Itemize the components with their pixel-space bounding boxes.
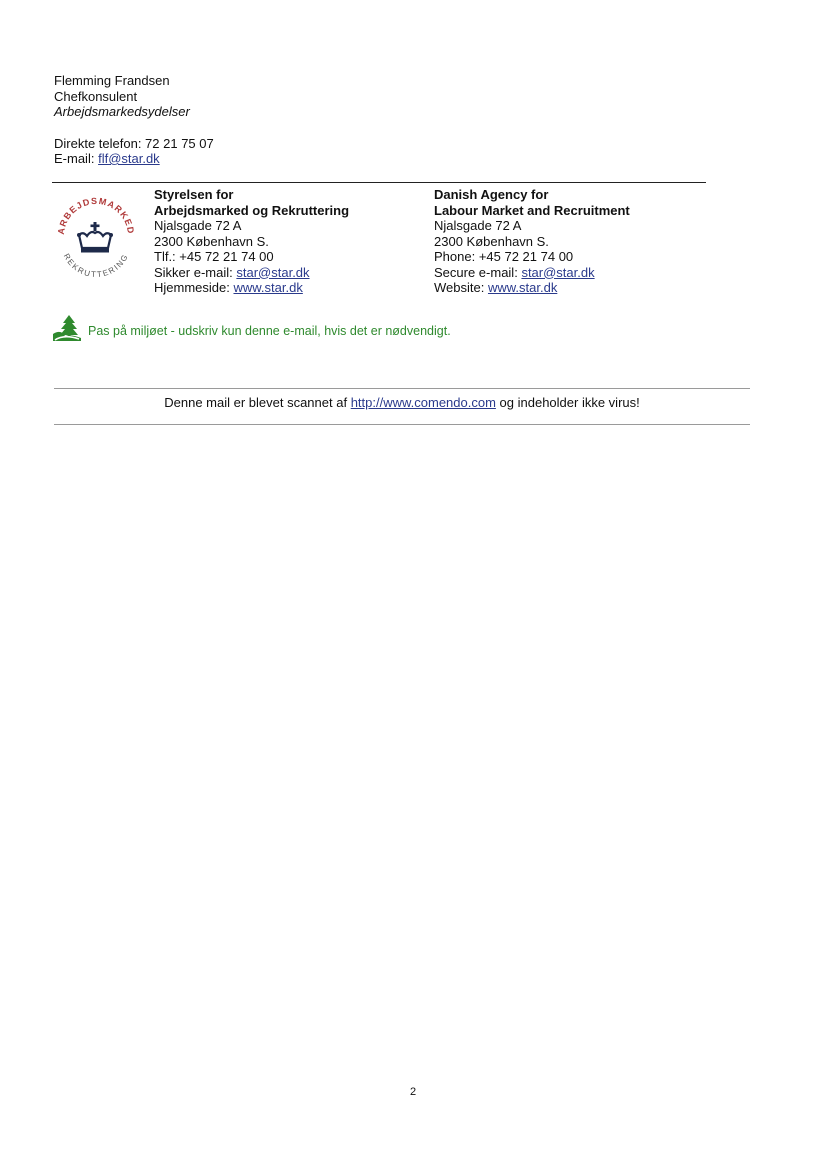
scan-divider-bottom (54, 424, 750, 425)
signature-divider (52, 182, 706, 183)
english-email-row (434, 265, 630, 281)
environment-notice (52, 314, 451, 342)
danish-city: 2300 København S. (154, 233, 269, 249)
sender-name: Flemming Frandsen (54, 73, 170, 88)
sender-email-link[interactable]: flf@star.dk (98, 151, 160, 166)
danish-web-row (154, 280, 349, 296)
sender-email-label: E-mail: (54, 151, 95, 166)
tree-icon (52, 314, 82, 342)
english-email-label: Secure e-mail: (434, 264, 518, 280)
svg-text:REKRUTTERING (62, 252, 131, 279)
page-number: 2 (409, 1086, 417, 1098)
danish-agency-line1: Styrelsen for (154, 187, 234, 202)
english-street: Njalsgade 72 A (434, 218, 522, 233)
scan-divider-top (54, 388, 750, 389)
environment-message: Pas på miljøet - udskriv kun denne e-mail, hvis det er nødvendigt. (88, 324, 451, 338)
danish-agency-line2: Arbejdsmarked og Rekruttering (154, 202, 350, 218)
danish-agency-block (154, 187, 349, 296)
danish-street: Njalsgade 72 A (154, 218, 242, 233)
danish-web-label: Hjemmeside: (154, 280, 230, 295)
english-agency-line2: Labour Market and Recruitment (434, 202, 630, 218)
english-web-label: Website: (434, 280, 485, 295)
scan-text-after: og indeholder ikke virus! (499, 395, 640, 410)
sender-email-row (54, 151, 214, 167)
danish-email-label: Sikker e-mail: (154, 264, 233, 280)
scan-link[interactable]: http://www.comendo.com (350, 395, 496, 410)
english-web-row (434, 280, 630, 296)
logo-text-top: ARBEJDSMARKED (55, 195, 137, 236)
sender-title: Chefkonsulent (54, 88, 138, 104)
sender-department: Arbejdsmarkedsydelser (54, 104, 190, 119)
virus-scan-notice (54, 395, 750, 410)
signature-block (54, 73, 214, 167)
agency-logo (52, 186, 140, 286)
danish-web-link[interactable]: www.star.dk (233, 280, 303, 295)
english-agency-block (434, 187, 630, 296)
english-city: 2300 København S. (434, 233, 549, 249)
english-agency-line1: Danish Agency for (434, 187, 549, 202)
english-web-link[interactable]: www.star.dk (487, 280, 558, 295)
logo-text-bottom: REKRUTTERING (61, 252, 131, 280)
scan-text-before: Denne mail er blevet scannet af (164, 395, 348, 410)
danish-email-link[interactable]: star@star.dk (236, 264, 310, 280)
english-phone: Phone: +45 72 21 74 00 (434, 249, 574, 264)
crown-icon (77, 222, 113, 253)
sender-phone: Direkte telefon: 72 21 75 07 (54, 135, 214, 151)
english-email-link[interactable]: star@star.dk (521, 264, 595, 280)
danish-phone: Tlf.: +45 72 21 74 00 (154, 249, 274, 264)
danish-email-row (154, 265, 349, 281)
